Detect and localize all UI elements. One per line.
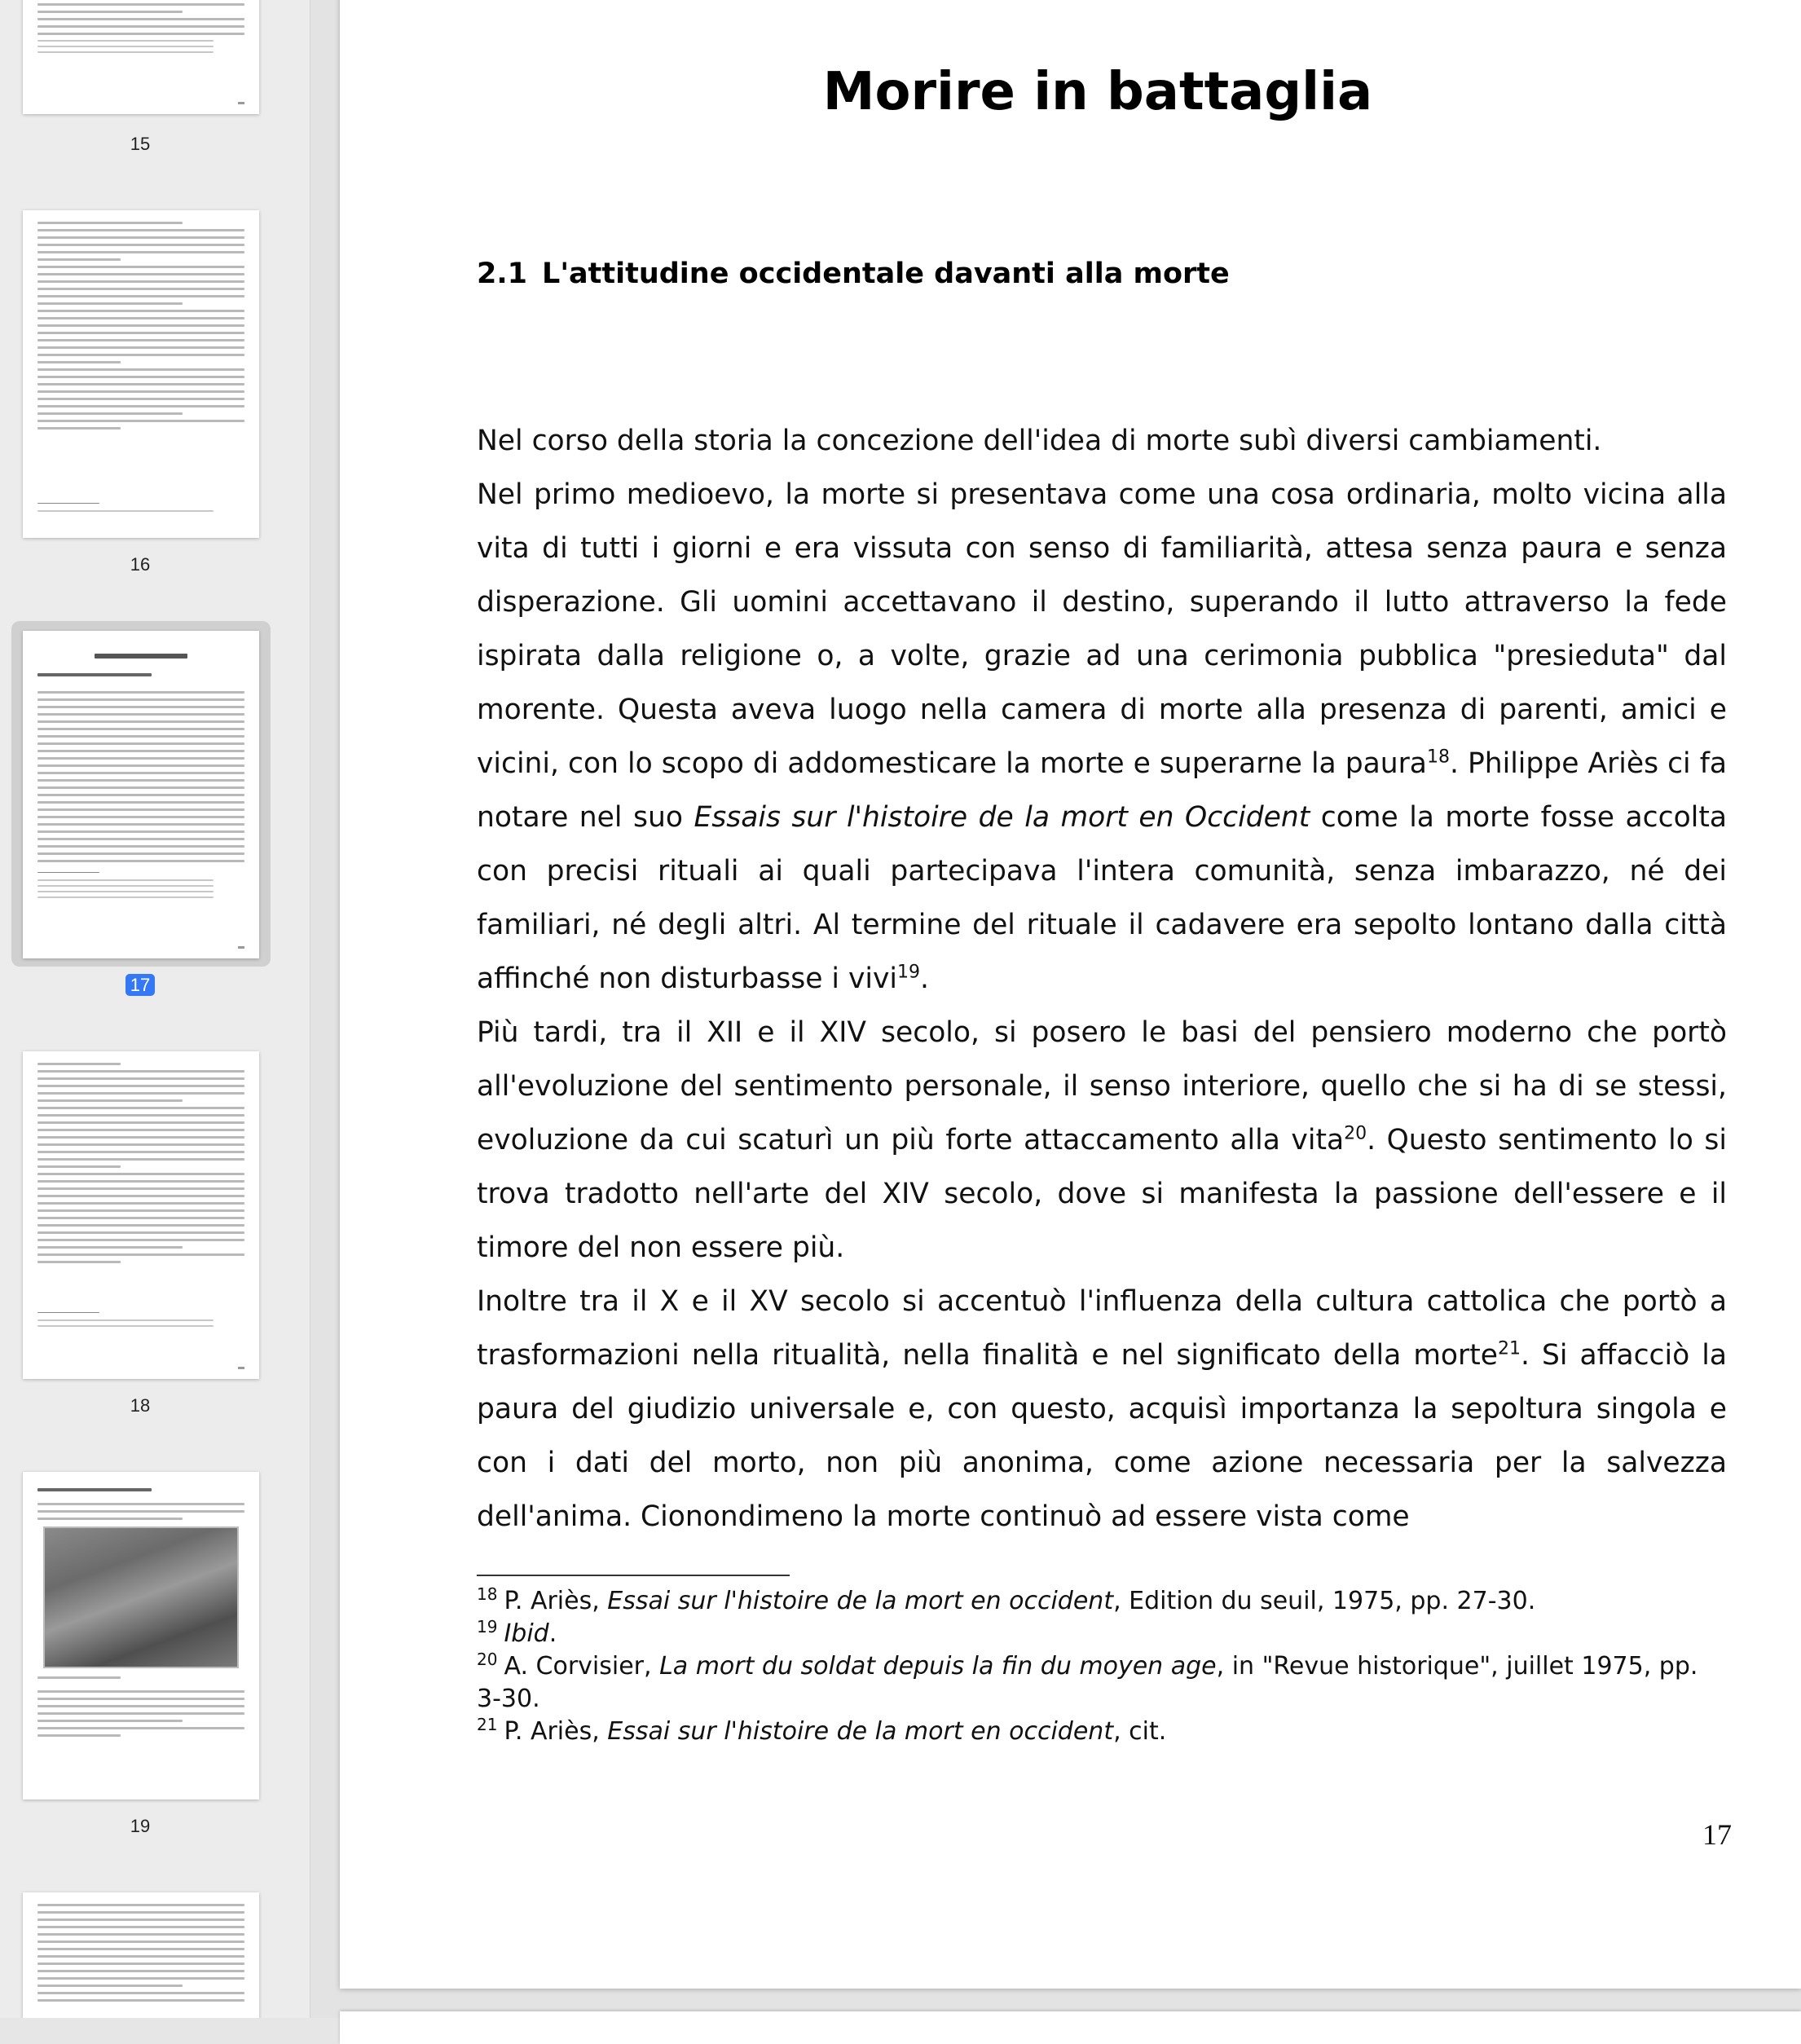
- page-thumbnail-18[interactable]: [23, 1051, 259, 1379]
- section-number: 2.1: [477, 258, 528, 290]
- footnote: $^{19}$ Ibid.: [477, 1617, 557, 1648]
- page-thumbnail-15[interactable]: [23, 0, 259, 114]
- page-thumbnail-16[interactable]: [23, 210, 259, 538]
- thumbnail-page-number: 18: [130, 1395, 151, 1416]
- paragraph: Più tardi, tra il XII e il XIV secolo, si posero le basi del pensiero moderno che portò all'evoluzione del sentimento personale, il senso interiore, quello che si ha di se stessi, evoluzione da cui scaturì un più forte attaccamento alla vita$^{20}$. Questo sentimento lo si trova tradotto nell'arte del XIV secolo, dove si manifesta la passione dell'essere e il timore del non essere più.: [477, 1016, 1727, 1264]
- body-text: [477, 414, 1727, 1544]
- footnote-reference[interactable]: 19: [896, 962, 920, 983]
- thumbnail-page-number: 15: [130, 134, 151, 154]
- thumbnail-page-number: 16: [130, 554, 151, 575]
- next-page-edge: [340, 2011, 1801, 2044]
- thumbnail-page-number: 19: [130, 1816, 151, 1836]
- footnote: $^{20}$ A. Corvisier, La mort du soldat depuis la fin du moyen age, in "Revue historique", juillet 1975, pp. 3-30.: [477, 1650, 1698, 1713]
- document-viewer[interactable]: [310, 0, 1801, 2018]
- footnote: $^{21}$ P. Ariès, Essai sur l'histoire de la mort en occident, cit.: [477, 1715, 1167, 1746]
- page-thumbnail-17[interactable]: [23, 631, 259, 958]
- footnote-separator: [477, 1575, 790, 1576]
- section-heading: [477, 258, 1230, 290]
- paragraph: Nel primo medioevo, la morte si presentava come una cosa ordinaria, molto vicina alla vita di tutti i giorni e era vissuta con senso di familiarità, attesa senza paura e senza disperazione. Gli uomini accettavano il destino, superando il lutto attraverso la fede ispirata dalla religione o, a volte, grazie ad una cerimonia pubblica "presieduta" dal morente. Questa aveva luogo nella camera di morte alla presenza di parenti, amici e vicini, con lo scopo di addomesticare la morte e superarne la paura$^{18}$. Philippe Ariès ci fa notare nel suo Essais sur l'histoire de la mort en Occident come la morte fosse accolta con precisi rituali ai quali partecipava l'intera comunità, senza imbarazzo, né dei familiari, né degli altri. Al termine del rituale il cadavere era sepolto lontano dalla città affinché non disturbasse i vivi$^{19}$.: [477, 478, 1727, 995]
- thumbnail-page-number-active: 17: [0, 975, 280, 996]
- paragraph: Nel corso della storia la concezione dell'idea di morte subì diversi cambiamenti.: [477, 425, 1602, 457]
- book-title-italic: Essais sur l'histoire de la mort en Occident: [694, 801, 1310, 834]
- footnote: $^{18}$ P. Ariès, Essai sur l'histoire de la mort en occident, Edition du seuil, 1975, pp. 27-30.: [477, 1584, 1536, 1615]
- section-title: L'attitudine occidentale davanti alla morte: [542, 258, 1230, 290]
- photo-thumbnail: [43, 1526, 239, 1668]
- page-title: Morire in battaglia: [822, 62, 1373, 122]
- thumbnail-sidebar[interactable]: [0, 0, 310, 2018]
- page-thumbnail-20[interactable]: [23, 1892, 259, 2018]
- footnote-reference[interactable]: 20: [1344, 1123, 1367, 1144]
- footnote-reference[interactable]: 21: [1497, 1338, 1521, 1359]
- page-thumbnail-19[interactable]: [23, 1472, 259, 1800]
- footnotes: [477, 1585, 1727, 1748]
- footnote-reference[interactable]: 18: [1426, 747, 1450, 768]
- paragraph: Inoltre tra il X e il XV secolo si accentuò l'influenza della cultura cattolica che portò a trasformazioni nella ritualità, nella finalità e nel significato della morte$^{21}$. Si affacciò la paura del giudizio universale e, con questo, acquisì importanza la sepoltura singola e con i dati del morto, non più anonima, come azione necessaria per la salvezza dell'anima. Cionondimeno la morte continuò ad essere vista come: [477, 1285, 1727, 1533]
- document-page: [340, 0, 1801, 1989]
- page-number: 17: [1702, 1818, 1732, 1851]
